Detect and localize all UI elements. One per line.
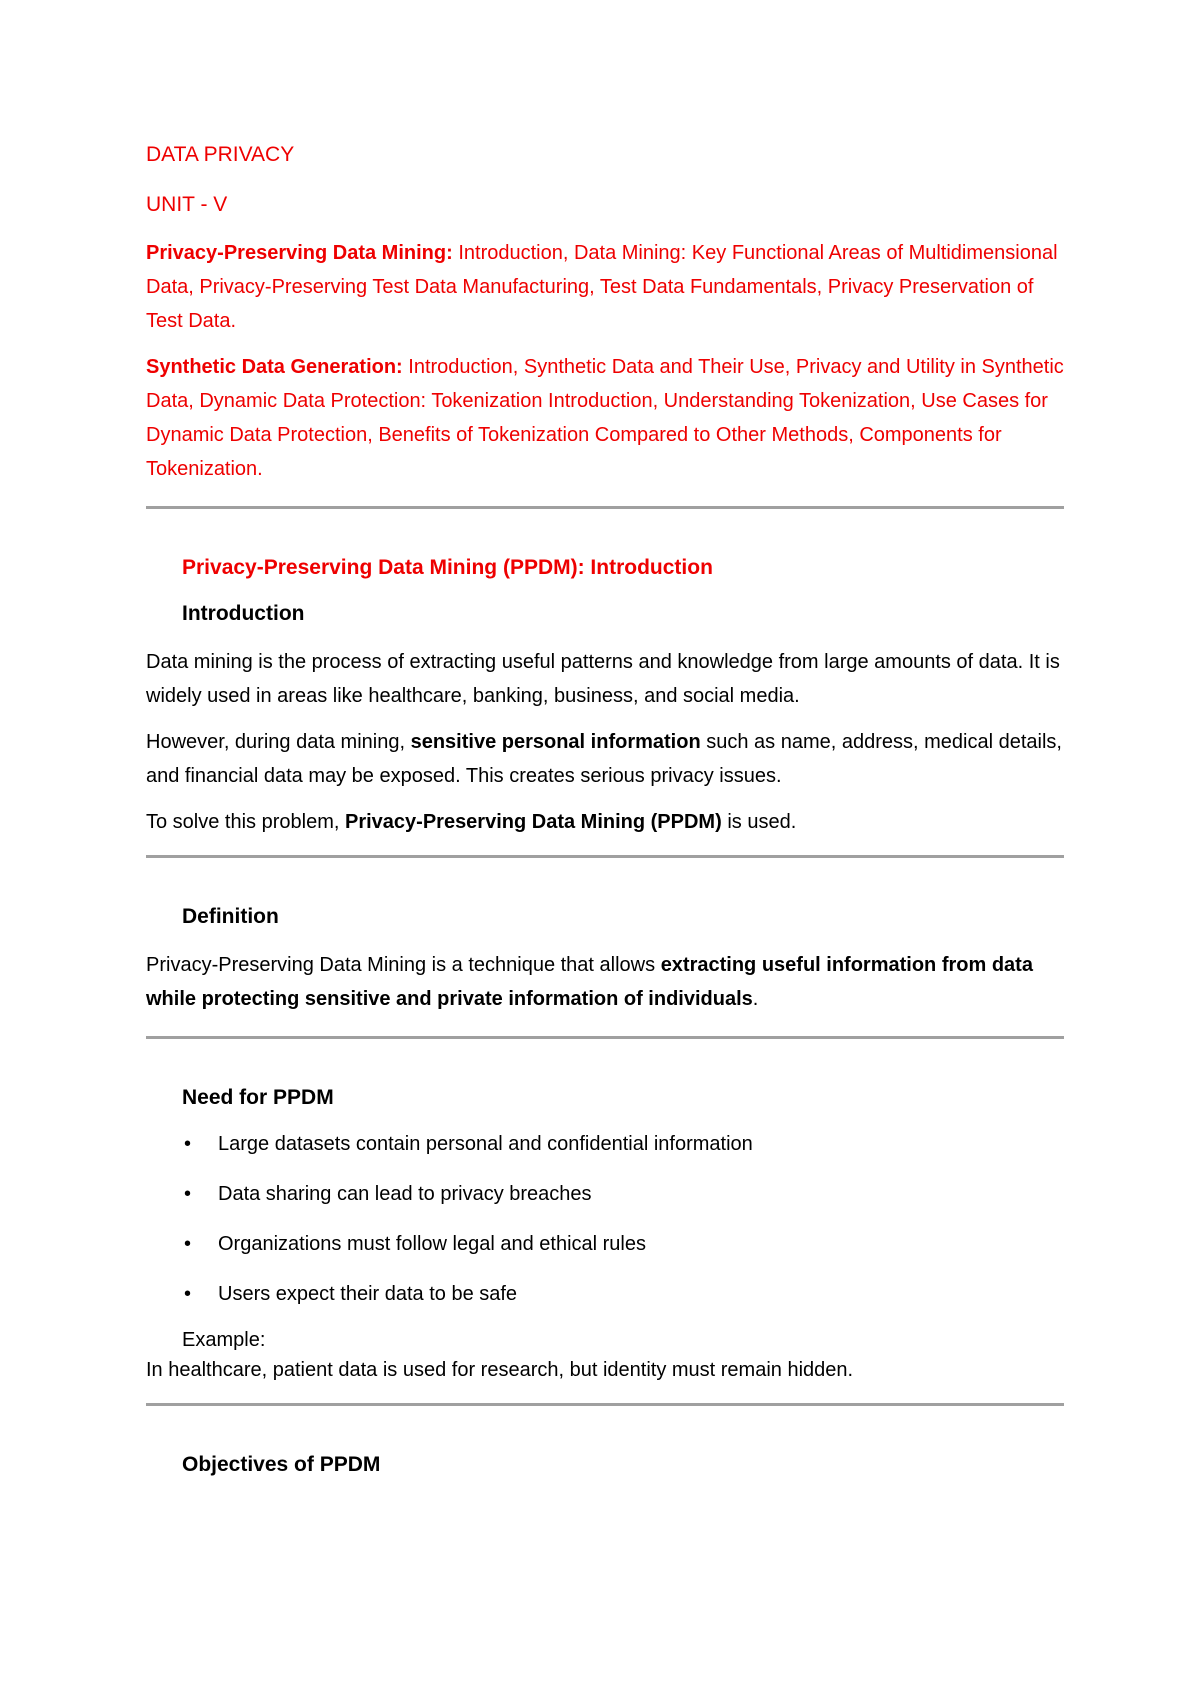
intro-p2-bold: sensitive personal information <box>410 731 701 753</box>
syllabus-ppdm-label: Privacy-Preserving Data Mining: <box>146 242 453 264</box>
intro-p3-text-a: To solve this problem, <box>146 811 345 833</box>
example-text: In healthcare, patient data is used for research, but identity must remain hidden. <box>146 1359 854 1381</box>
subheading-introduction: Introduction <box>182 602 305 625</box>
intro-paragraph-3 <box>146 805 1064 839</box>
divider <box>146 506 1064 509</box>
doc-title: DATA PRIVACY <box>146 143 295 166</box>
divider <box>146 855 1064 858</box>
syllabus-synthetic-label: Synthetic Data Generation: <box>146 356 403 378</box>
intro-paragraph-2 <box>146 725 1064 793</box>
section-heading-intro: Privacy-Preserving Data Mining (PPDM): Introduction <box>182 556 713 579</box>
page-content <box>146 140 1064 1480</box>
bullet-icon: • <box>184 1133 192 1155</box>
list-item <box>146 1229 1064 1259</box>
bullet-icon: • <box>184 1233 192 1255</box>
syllabus-synthetic <box>146 350 1064 486</box>
section-heading-definition: Definition <box>182 905 279 928</box>
intro-p2-text-a: However, during data mining, <box>146 731 411 753</box>
list-item <box>146 1179 1064 1209</box>
list-item <box>146 1129 1064 1159</box>
need-list <box>146 1129 1064 1309</box>
section-heading-objectives: Objectives of PPDM <box>182 1453 381 1476</box>
example-label: Example: <box>182 1329 266 1351</box>
list-item-text: Data sharing can lead to privacy breaches <box>218 1183 592 1205</box>
definition-bold: extracting useful information from data while protecting sensitive and private information of individuals <box>146 954 1033 1010</box>
definition-paragraph <box>146 948 1064 1016</box>
syllabus-ppdm-text: Introduction, Data Mining: Key Functional Areas of Multidimensional Data, Privacy-Preserving Test Data Manufacturing, Test Data Fundamentals, Privacy Preservation of Test Data. <box>146 242 1058 332</box>
intro-paragraph-1: Data mining is the process of extracting useful patterns and knowledge from large amounts of data. It is widely used in areas like healthcare, banking, business, and social media. <box>146 651 1060 707</box>
list-item <box>146 1279 1064 1309</box>
definition-text-c: . <box>752 988 759 1010</box>
bullet-icon: • <box>184 1183 192 1205</box>
list-item-text: Large datasets contain personal and confidential information <box>218 1133 753 1155</box>
bullet-icon: • <box>184 1283 192 1305</box>
unit-label: UNIT - V <box>146 193 228 216</box>
syllabus-synthetic-text: Introduction, Synthetic Data and Their Use, Privacy and Utility in Synthetic Data, Dynamic Data Protection: Tokenization Introduction, Understanding Tokenization, Use Cases for Dynamic Data Protection, Benefits of Tokenization Compared to Other Methods, Components for Tokenization. <box>146 356 1064 480</box>
syllabus-ppdm <box>146 236 1064 338</box>
intro-p3-bold: Privacy-Preserving Data Mining (PPDM) <box>344 811 722 833</box>
list-item-text: Users expect their data to be safe <box>218 1283 518 1305</box>
intro-p3-text-c: is used. <box>721 811 797 833</box>
divider <box>146 1036 1064 1039</box>
list-item-text: Organizations must follow legal and ethical rules <box>218 1233 646 1255</box>
definition-text-a: Privacy-Preserving Data Mining is a technique that allows <box>146 954 661 976</box>
section-heading-need: Need for PPDM <box>182 1086 334 1109</box>
intro-p2-text-c: such as name, address, medical details, and financial data may be exposed. This creates serious privacy issues. <box>146 731 1062 787</box>
divider <box>146 1403 1064 1406</box>
